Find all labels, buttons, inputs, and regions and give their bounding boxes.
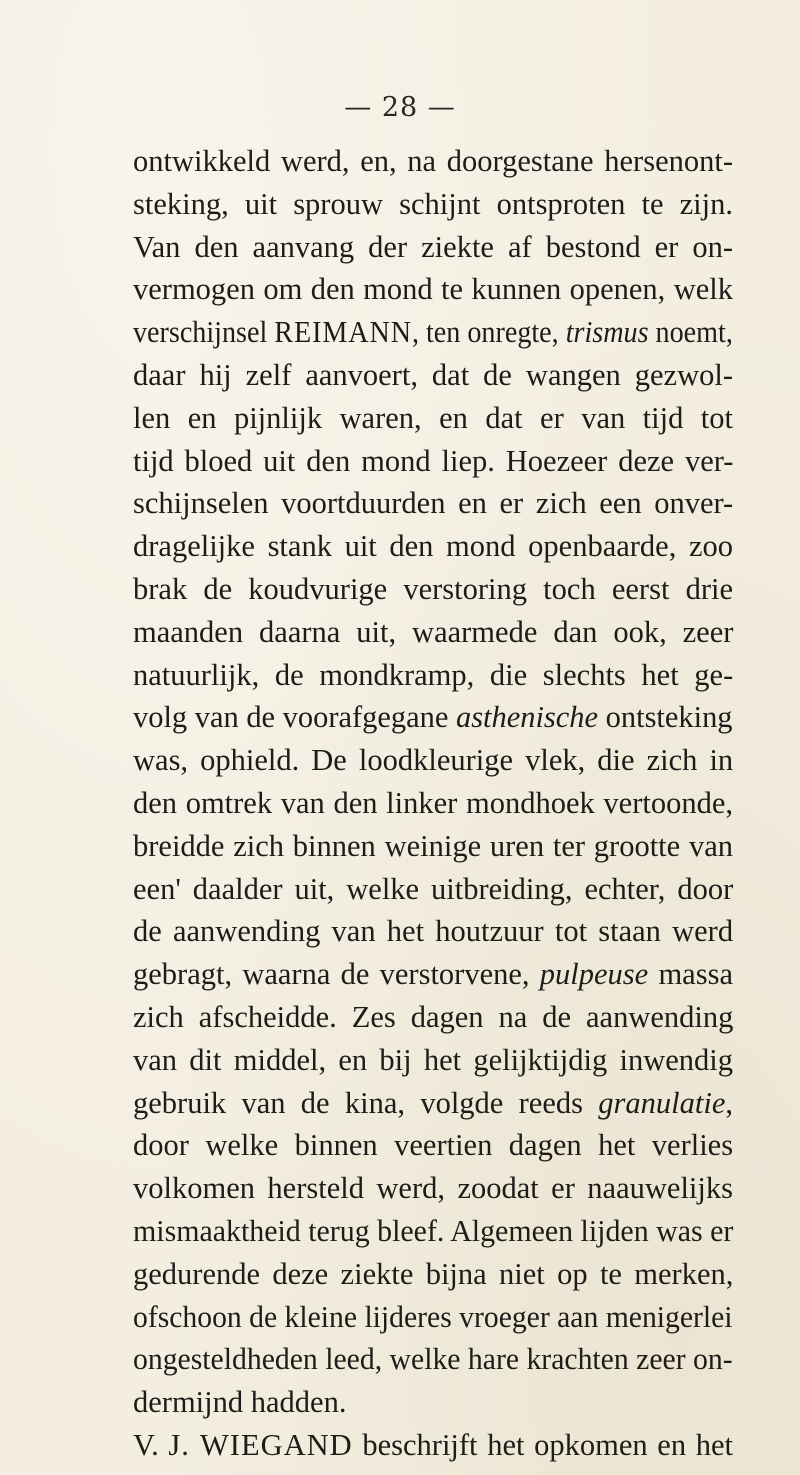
author-name: REIMANN: [274, 315, 412, 350]
text-line: len en pijnlijk waren, en dat er van tijd tot: [133, 400, 733, 435]
text-line: van dit middel, en bij het gelijktijdig inwendig: [133, 1042, 733, 1077]
text-line: volkomen hersteld werd, zoodat er naauwelijks: [133, 1171, 733, 1206]
text-line: ongesteldheden leed, welke hare krachten zeer on-: [133, 1342, 733, 1377]
text-line: schijnselen voortduurden en er zich een onver-: [133, 486, 734, 521]
text-line: gebruik van de kina, volgde reeds granulatie,: [133, 1085, 733, 1120]
text-line: den omtrek van den linker mondhoek vertoonde,: [133, 785, 733, 820]
text-line: gedurende deze ziekte bijna niet op te merken,: [133, 1256, 734, 1291]
text-line: V. J. WIEGAND beschrijft het opkomen en het: [133, 1427, 733, 1462]
text-line: de aanwending van het houtzuur tot staan werd: [133, 914, 734, 949]
text-line: daar hij zelf aanvoert, dat de wangen gezwol-: [133, 357, 733, 392]
text-line: verschijnsel REIMANN, ten onregte, trismus noemt,: [133, 315, 733, 350]
text-line: Van den aanvang der ziekte af bestond er on-: [133, 229, 733, 264]
text-line: dragelijke stank uit den mond openbaarde, zoo: [133, 529, 733, 564]
text-line: vermogen om den mond te kunnen openen, welk: [133, 272, 733, 307]
text-line: steking, uit sprouw schijnt ontsproten te zijn.: [133, 186, 733, 221]
text-line: tijd bloed uit den mond liep. Hoezeer deze ver-: [133, 443, 734, 478]
italic-term: trismus: [565, 315, 649, 350]
italic-term: granulatie: [598, 1085, 726, 1120]
italic-term: asthenische: [455, 700, 599, 735]
text-line: maanden daarna uit, waarmede dan ook, zeer: [133, 614, 734, 649]
text-line: natuurlijk, de mondkramp, die slechts het ge-: [133, 657, 734, 692]
text-line: dermijnd hadden.: [133, 1385, 347, 1420]
text-line: brak de koudvurige verstoring toch eerst drie: [133, 571, 733, 606]
text-line: zich afscheidde. Zes dagen na de aanwending: [133, 999, 734, 1034]
text-line: mismaaktheid terug bleef. Algemeen lijden was er: [133, 1213, 734, 1248]
italic-term: pulpeuse: [539, 957, 649, 992]
text-line: gebragt, waarna de verstorvene, pulpeuse massa: [133, 957, 733, 992]
text-line: ontwikkeld werd, en, na doorgestane hersenont-: [133, 144, 733, 178]
text-line: was, ophield. De loodkleurige vlek, die zich in: [133, 743, 734, 778]
text-line: door welke binnen veertien dagen het verlies: [133, 1128, 734, 1163]
text-line: breidde zich binnen weinige uren ter grootte van: [133, 828, 733, 863]
author-name: J. WIEGAND: [168, 1427, 353, 1462]
text-line: een' daalder uit, welke uitbreiding, echter, door: [133, 871, 734, 906]
text-line: volg van de voorafgegane asthenische ontsteking: [133, 700, 733, 735]
text-line: ofschoon de kleine lijderes vroeger aan menigerlei: [133, 1299, 733, 1334]
page-number: — 28 —: [344, 92, 456, 123]
body-text: [133, 140, 733, 1467]
